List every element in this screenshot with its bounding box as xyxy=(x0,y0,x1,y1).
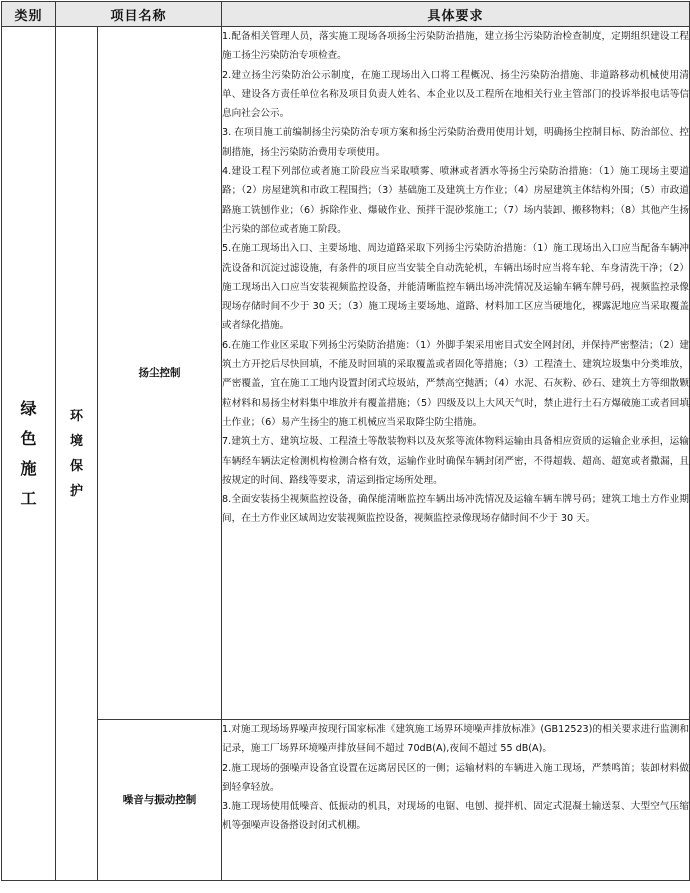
requirement-item: 6.在施工作业区采取下列扬尘污染防治措施：（1）外脚手架采用密目式安全网封闭，并保持严密整洁；（2）建筑土方开挖后尽快回填，不能及时回填的采取覆盖或者固化等措施；（3）工程渣土、建筑垃圾集中分类堆放，严密覆盖，宜在施工工地内设置封闭式垃圾站，严禁高空抛洒；（4）水泥、石灰粉、砂石、建筑土方等细散颗粒材料和易扬尘材料集中堆放并有覆盖措施；（5）四级及以上大风天气时，禁止进行土石方爆破施工或者回填土作业；（6）易产生扬尘的施工机械应当采取降尘防尘措施。 xyxy=(222,339,690,428)
table-row-dust-control xyxy=(2,27,690,720)
requirements-dust-control xyxy=(222,27,690,720)
requirement-item: 8.全面安装扬尘视频监控设备，确保能清晰监控车辆出场冲洗情况及运输车辆车牌号码；建筑工地土方作业期间，在土方作业区域周边安装视频监控设备，视频监控录像现场存储时间不少于 30 天。 xyxy=(222,494,690,525)
header-category: 类别 xyxy=(2,2,56,27)
requirement-item: 3. 在项目施工前编制扬尘污染防治专项方案和扬尘污染防治费用使用计划，明确扬尘控制目标、防治部位、控制措施，扬尘污染防治费用专项使用。 xyxy=(222,127,690,158)
requirement-item: 2.建立扬尘污染防治公示制度，在施工现场出入口将工程概况、扬尘污染防治措施、非道路移动机械使用清单、建设各方责任单位名称及项目负责人姓名、本企业以及工程所在地相关行业主管部门的投诉举报电话等信息向社会公示。 xyxy=(222,69,690,120)
category-label: 绿色施工 xyxy=(20,398,37,508)
requirement-item: 1.对施工现场场界噪声按现行国家标准《建筑施工场界环境噪声排放标准》(GB12523)的相关要求进行监测和记录，施工厂场界环境噪声排放昼间不超过 70dB(A),夜间不超过 55 dB(A)。 xyxy=(222,724,690,755)
requirement-item: 7.建筑土方、建筑垃圾、工程渣土等散装物料以及灰浆等流体物料运输由具备相应资质的运输企业承担，运输车辆经车辆法定检测机构检测合格有效，运输作业时确保车辆封闭严密，不得超载、超高、超宽或者撒漏，且按规定的时间、路线等要求，清运到指定场所处理。 xyxy=(222,436,690,486)
requirement-item: 5.在施工现场出入口、主要场地、周边道路采取下列扬尘污染防治措施：（1）施工现场出入口应当配备车辆冲洗设备和沉淀过滤设施，有条件的项目应当安装全自动洗轮机，车辆出场时应当将车轮、车身清洗干净；（2）施工现场出入口应当安装视频监控设备，并能清晰监控车辆出场冲洗情况及运输车辆车牌号码，视频监控录像现场存储时间不少于 30 天；（3）施工现场主要场地、道路、材料加工区应当硬地化，裸露泥地应当采取覆盖或者绿化措施。 xyxy=(222,243,690,332)
table-header-row xyxy=(2,2,690,27)
requirement-item: 4.建设工程下列部位或者施工阶段应当采取喷雾、喷淋或者洒水等扬尘污染防治措施：（1）施工现场主要道路；（2）房屋建筑和市政工程围挡；（3）基础施工及建筑土方作业；（4）房屋建筑主体结构外围；（5）市政道路施工铣刨作业；（6）拆除作业、爆破作业、预拌干混砂浆施工；（7）场内装卸、搬移物料；（8）其他产生扬尘污染的部位或者施工阶段。 xyxy=(222,166,690,235)
subcategory-cell xyxy=(56,27,98,881)
header-requirement: 具体要求 xyxy=(222,2,690,27)
section-name-dust-control: 扬尘控制 xyxy=(98,27,222,720)
subcategory-label: 环境保护 xyxy=(69,408,83,499)
requirements-noise-control xyxy=(222,720,690,881)
section-name-noise-control: 噪音与振动控制 xyxy=(98,720,222,881)
requirement-item: 1.配备相关管理人员，落实施工现场各项扬尘污染防治措施，建立扬尘污染防治检查制度，定期组织建设工程施工扬尘污染防治专项检查。 xyxy=(222,31,690,62)
requirement-item: 3.施工现场使用低噪音、低振动的机具，对现场的电锯、电刨、搅拌机、固定式混凝土输送泵、大型空气压缩机等强噪声设备搭设封闭式机棚。 xyxy=(222,801,690,832)
requirements-table xyxy=(1,1,690,881)
table-row-noise-control xyxy=(2,720,690,881)
category-cell xyxy=(2,27,56,881)
header-item-name: 项目名称 xyxy=(56,2,222,27)
requirement-item: 2.施工现场的强噪声设备宜设置在远离居民区的一侧；运输材料的车辆进入施工现场，严禁鸣笛；装卸材料做到轻拿轻放。 xyxy=(222,762,690,793)
